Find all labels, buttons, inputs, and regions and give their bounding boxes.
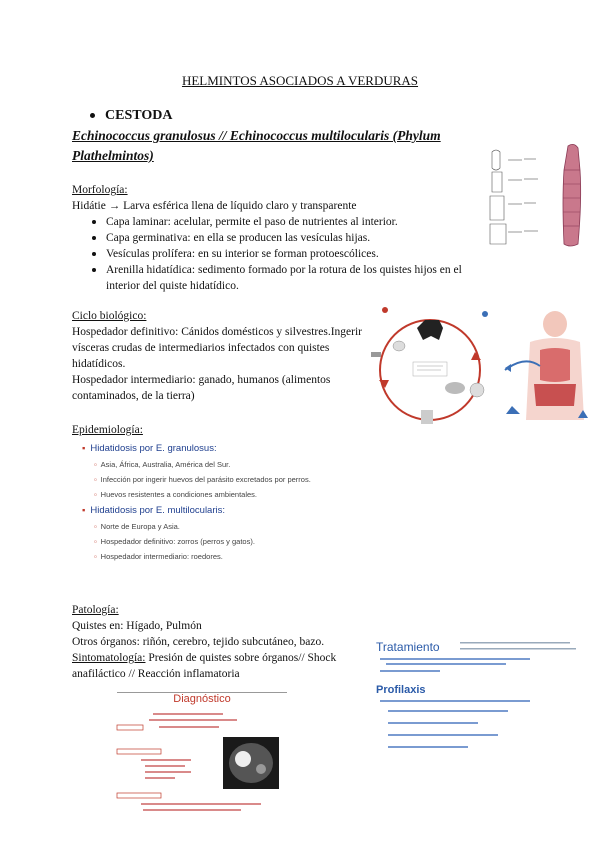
cestoda-label: CESTODA xyxy=(105,108,173,123)
list-item: Vesículas prolífera: en su interior se forman protoescólices. xyxy=(88,246,472,262)
list-item: Capa germinativa: en ella se producen las vesículas hijas. xyxy=(88,230,472,246)
epidemiologia-box xyxy=(82,440,382,567)
list-item: ▫ Norte de Europa y Asia. xyxy=(94,522,382,531)
sintomatologia-text: Presión de quistes sobre órganos// Shock anafiláctico // Reacción inflamatoria xyxy=(72,652,337,680)
sintomatologia xyxy=(72,650,362,682)
patologia-section xyxy=(72,602,362,682)
ciclo-text: Hospedador definitivo: Cánidos domésticos y silvestres.Ingerir vísceras crudas de intermediarios infectados con quistes hidatídicos. xyxy=(72,326,363,370)
tratamiento-note xyxy=(460,640,580,654)
patologia-heading: Patología: xyxy=(72,604,119,616)
profilaxis-title: Profilaxis xyxy=(376,684,426,696)
diagnostico-slide xyxy=(113,692,291,830)
ciclo-text-2: Hospedador intermediario: ganado, humanos (alimentos contaminados, de la tierra) xyxy=(72,374,331,402)
morfologia-section xyxy=(72,182,472,294)
list-item: ▫ Hospedador intermediario: roedores. xyxy=(94,552,382,561)
worm-illustration xyxy=(478,140,593,250)
list-item: ▫ Asia, África, Australia, América del Sur. xyxy=(94,460,382,469)
epidemiologia-group-title: ▪ Hidatidosis por E. multilocularis: xyxy=(82,505,382,516)
species-title: Echinococcus granulosus // Echinococcus multilocularis (Phylum Plathelmintos) xyxy=(72,128,441,163)
sintomatologia-heading: Sintomatología: xyxy=(72,652,146,664)
life-cycle-diagram xyxy=(365,300,500,435)
section-heading-cestoda xyxy=(90,108,172,124)
human-organs-illustration xyxy=(500,310,595,430)
page-title: HELMINTOS ASOCIADOS A VERDURAS xyxy=(181,73,419,88)
ciclo-section xyxy=(72,308,367,404)
morfologia-intro: Hidátie → Larva esférica llena de líquido claro y transparente xyxy=(72,200,357,212)
list-item: Arenilla hidatídica: sedimento formado por la rotura de los quistes hijos en el interior del quiste hidatídico. xyxy=(88,262,472,294)
patologia-line-1: Quistes en: Hígado, Pulmón xyxy=(72,620,202,632)
epidemiologia-heading: Epidemiología: xyxy=(72,424,143,436)
tratamiento-slide xyxy=(376,640,576,766)
diagnostico-title: Diagnóstico xyxy=(173,693,231,705)
morfologia-heading: Morfología: xyxy=(72,184,128,196)
epidemiologia-group-title: ▪ Hidatidosis por E. granulosus: xyxy=(82,443,382,454)
patologia-line-2: Otros órganos: riñón, cerebro, tejido subcutáneo, bazo. xyxy=(72,636,325,648)
bullet-icon xyxy=(90,113,95,118)
list-item: ▫ Hospedador definitivo: zorros (perros y gatos). xyxy=(94,537,382,546)
ciclo-heading: Ciclo biológico: xyxy=(72,310,147,322)
list-item: ▫ Huevos resistentes a condiciones ambientales. xyxy=(94,490,382,499)
tratamiento-title: Tratamiento xyxy=(376,640,440,654)
list-item: Capa laminar: acelular, permite el paso de nutrientes al interior. xyxy=(88,214,472,230)
morfologia-list xyxy=(88,214,472,294)
list-item: ▫ Infección por ingerir huevos del parásito excretados por perros. xyxy=(94,475,382,484)
